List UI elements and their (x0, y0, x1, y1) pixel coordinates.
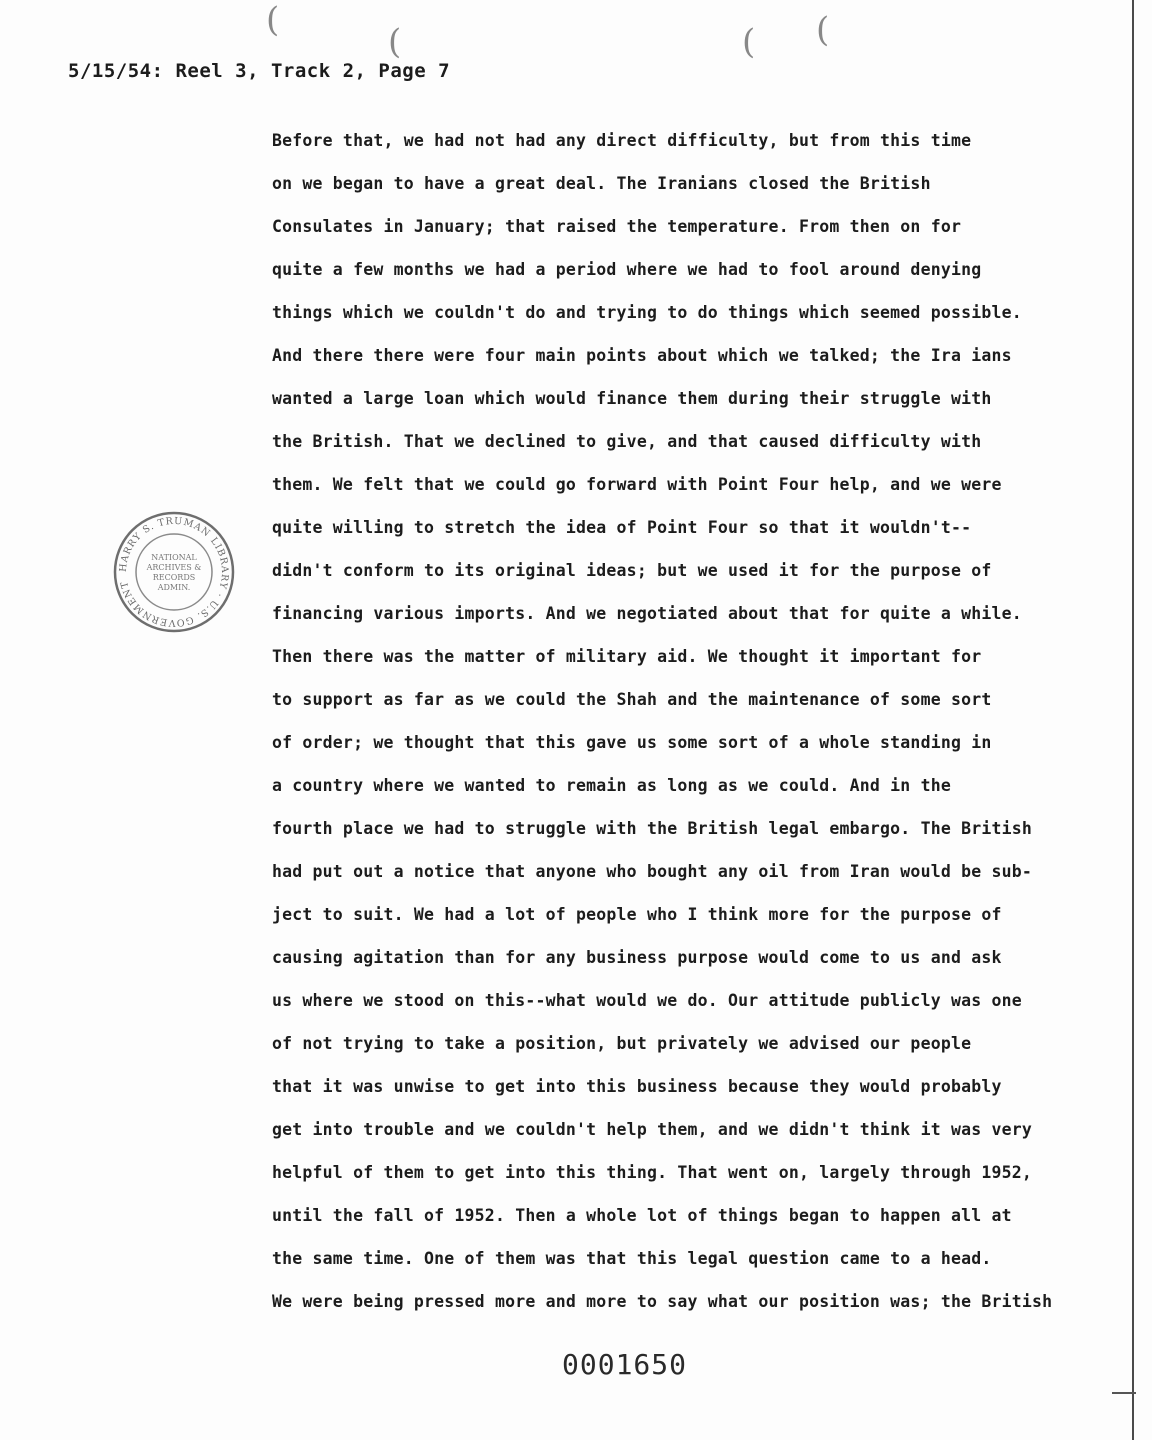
transcript-line: to support as far as we could the Shah and the maintenance of some sort (272, 690, 992, 709)
transcript-line: until the fall of 1952. Then a whole lot of things began to happen all at (272, 1206, 1012, 1225)
transcript-line: financing various imports. And we negotiated about that for quite a while. (272, 604, 1022, 623)
transcript-line: Consulates in January; that raised the temperature. From then on for (272, 217, 962, 236)
stamp-inner-line: RECORDS (152, 573, 196, 582)
transcript-line: didn't conform to its original ideas; but we used it for the purpose of (272, 561, 992, 580)
transcript-line: We were being pressed more and more to say what our position was; the British (272, 1292, 1053, 1311)
transcript-line: And there there were four main points about which we talked; the Ira ians (272, 346, 1012, 365)
document-number: 0001650 (562, 1348, 688, 1381)
stamp-inner-line: ARCHIVES & (146, 563, 202, 572)
transcript-line: had put out a notice that anyone who bought any oil from Iran would be sub- (272, 862, 1033, 881)
transcript-line: causing agitation than for any business purpose would come to us and ask (272, 948, 1002, 967)
transcript-line: that it was unwise to get into this business because they would probably (272, 1077, 1002, 1096)
transcript-line: Before that, we had not had any direct difficulty, but from this time (272, 131, 972, 150)
transcript-line: fourth place we had to struggle with the British legal embargo. The British (272, 819, 1033, 838)
punch-hole-mark: ( (266, 0, 280, 40)
page-corner-mark (1112, 1392, 1136, 1394)
stamp-outer-text: HARRY S. TRUMAN LIBRARY · U.S. GOVERNMENT (117, 515, 231, 629)
transcript-line: a country where we wanted to remain as long as we could. And in the (272, 776, 951, 795)
transcript-body (272, 128, 1092, 1332)
transcript-line: them. We felt that we could go forward with Point Four help, and we were (272, 475, 1002, 494)
punch-hole-mark: ( (816, 10, 830, 50)
transcript-line: us where we stood on this--what would we do. Our attitude publicly was one (272, 991, 1022, 1010)
truman-library-stamp (112, 510, 236, 634)
transcript-line: the British. That we declined to give, and that caused difficulty with (272, 432, 982, 451)
punch-hole-mark: ( (388, 22, 402, 62)
transcript-line: on we began to have a great deal. The Iranians closed the British (272, 174, 931, 193)
transcript-line: the same time. One of them was that this legal question came to a head. (272, 1249, 992, 1268)
page-edge-line (1132, 0, 1134, 1440)
page-reference-header: 5/15/54: Reel 3, Track 2, Page 7 (68, 60, 451, 82)
transcript-line: wanted a large loan which would finance them during their struggle with (272, 389, 992, 408)
transcript-line: things which we couldn't do and trying to do things which seemed possible. (272, 303, 1022, 322)
stamp-inner-line: ADMIN. (157, 583, 191, 592)
transcript-line: helpful of them to get into this thing. That went on, largely through 1952, (272, 1163, 1033, 1182)
transcript-line: get into trouble and we couldn't help them, and we didn't think it was very (272, 1120, 1033, 1139)
punch-hole-mark: ( (742, 22, 756, 62)
transcript-line: quite a few months we had a period where we had to fool around denying (272, 260, 982, 279)
stamp-inner-line: NATIONAL (151, 553, 197, 562)
transcript-line: Then there was the matter of military aid. We thought it important for (272, 647, 982, 666)
transcript-line: of not trying to take a position, but privately we advised our people (272, 1034, 972, 1053)
transcript-line: quite willing to stretch the idea of Point Four so that it wouldn't-- (272, 518, 972, 537)
transcript-line: ject to suit. We had a lot of people who I think more for the purpose of (272, 905, 1002, 924)
transcript-line: of order; we thought that this gave us some sort of a whole standing in (272, 733, 992, 752)
